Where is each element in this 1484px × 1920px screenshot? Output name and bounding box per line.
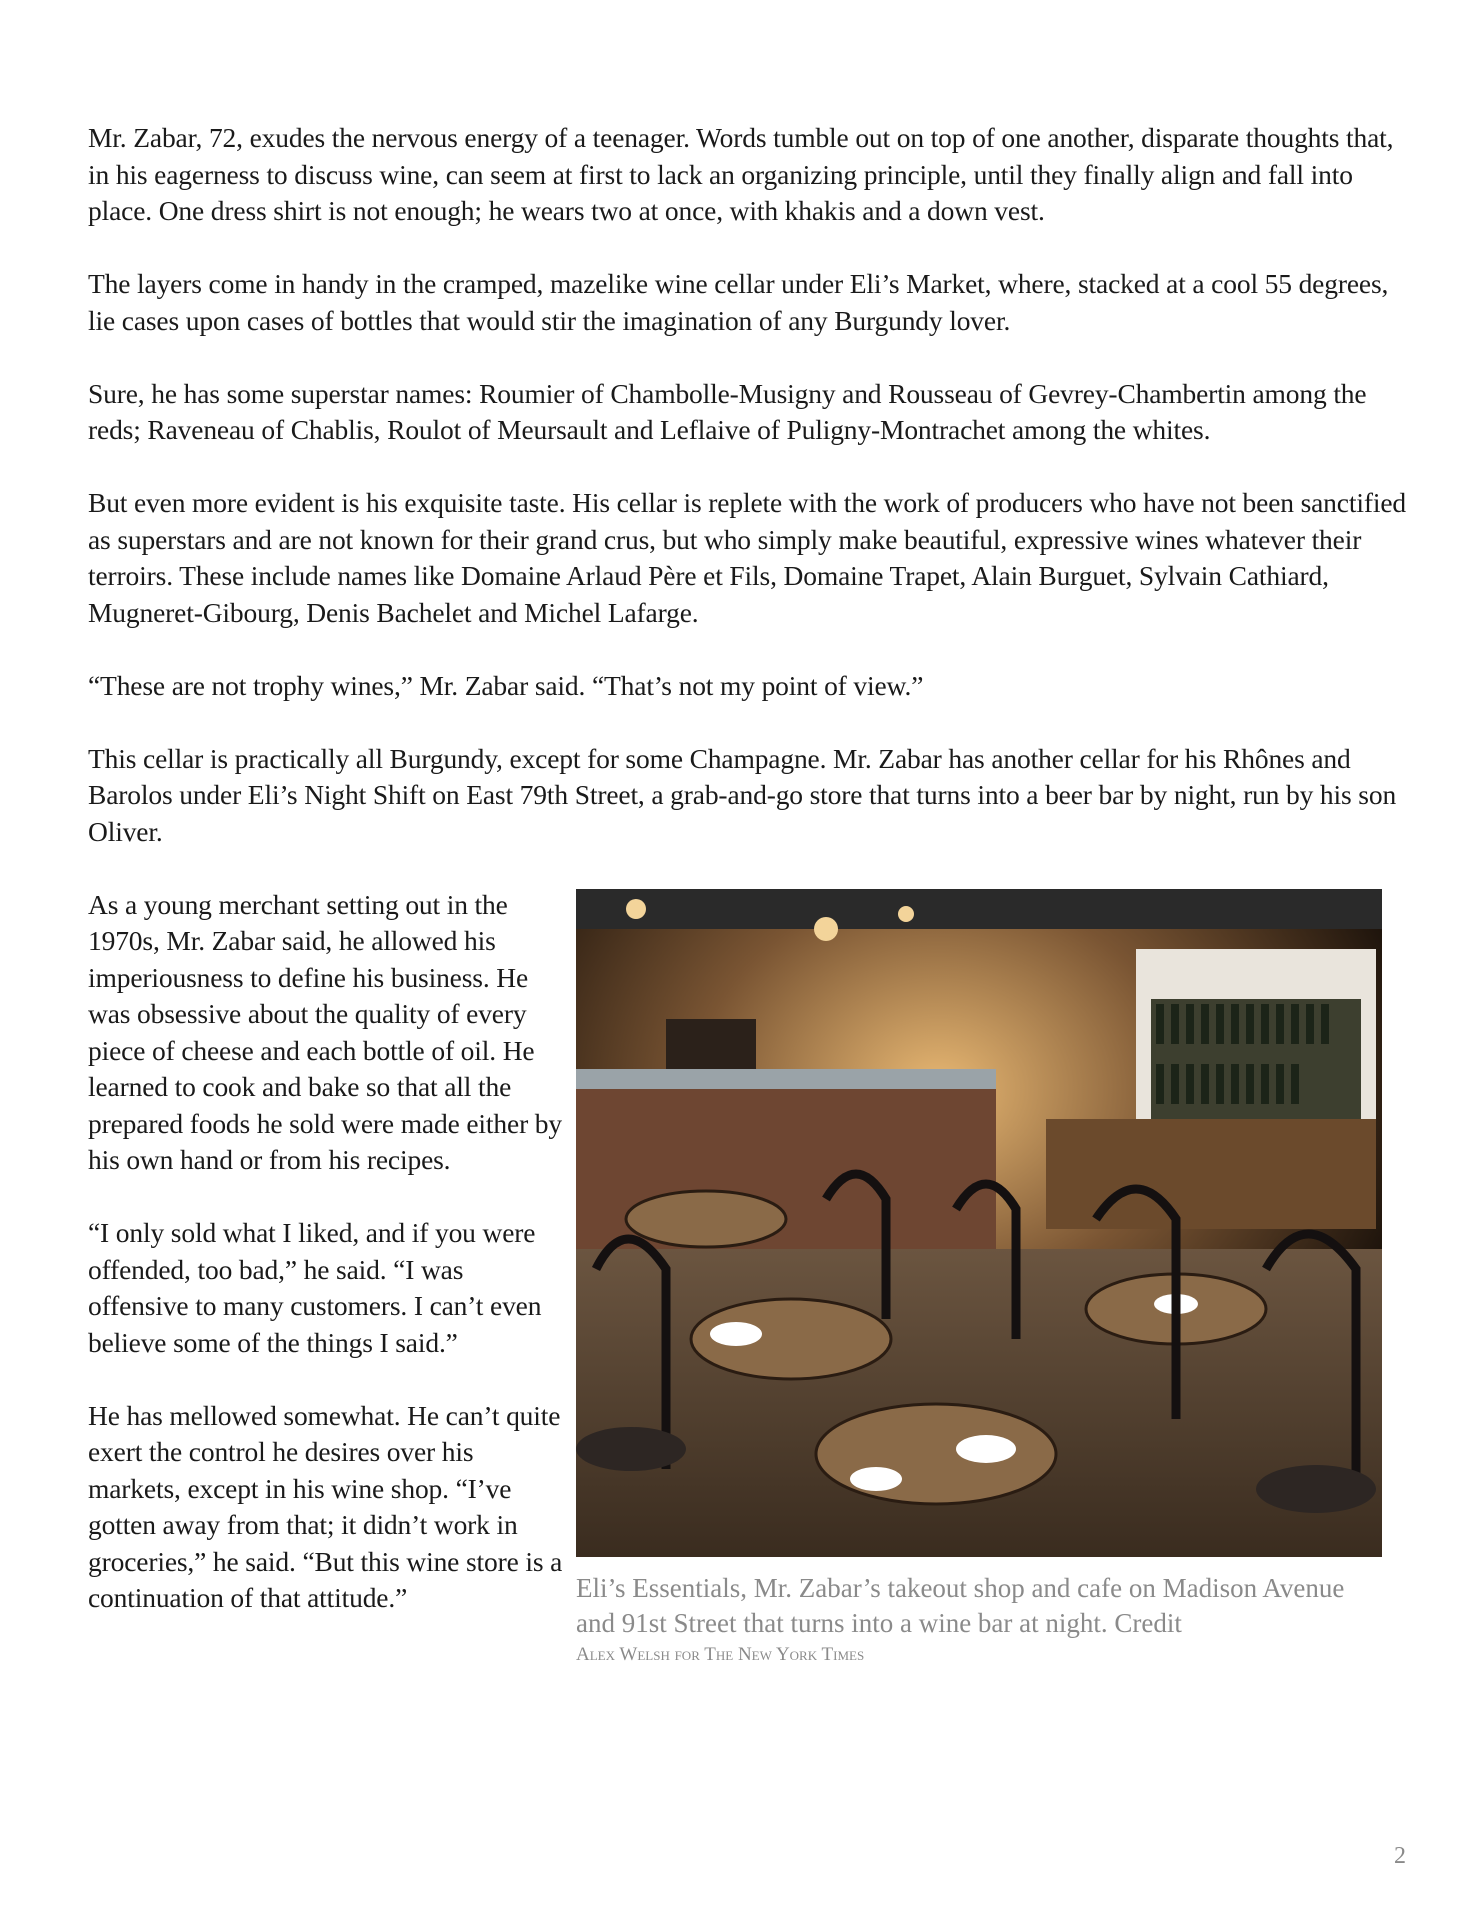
paragraph: Sure, he has some superstar names: Roumier of Chambolle-Musigny and Rousseau of Gevrey-Chambertin among the reds; Raveneau of Chablis, Roulot of Meursault and Leflaive of Puligny-Montrachet among the whites.	[88, 377, 1367, 445]
article-split-section	[88, 887, 1406, 1757]
paragraph: The layers come in handy in the cramped, mazelike wine cellar under Eli’s Market, where, stacked at a cool 55 degrees, lie cases upon cases of bottles that would stir the imagination of any Burgundy lover.	[88, 268, 1389, 336]
paragraph: As a young merchant setting out in the 1970s, Mr. Zabar said, he allowed his imperiousness to define his business. He was obsessive about the quality of every piece of cheese and each bottle of oil. He learned to cook and bake so that all the prepared foods he sold were made either by his own hand or from his recipes.	[88, 888, 562, 1175]
paragraph: Mr. Zabar, 72, exudes the nervous energy of a teenager. Words tumble out on top of one another, disparate thoughts that, in his eagerness to discuss wine, can seem at first to lack an organizing principle, until they finally align and fall into place. One dress shirt is not enough; he wears two at once, with khakis and a down vest.	[88, 122, 1394, 226]
article-page	[88, 120, 1406, 1757]
left-text-column	[88, 887, 563, 1654]
page-number: 2	[1394, 1843, 1406, 1869]
photo-caption: Eli’s Essentials, Mr. Zabar’s takeout shop and cafe on Madison Avenue and 91st Street that turns into a wine bar at night. Credit	[576, 1572, 1345, 1638]
restaurant-photo	[576, 889, 1382, 1557]
paragraph: This cellar is practically all Burgundy, except for some Champagne. Mr. Zabar has another cellar for his Rhônes and Barolos under Eli’s Night Shift on East 79th Street, a grab-and-go store that turns into a beer bar by night, run by his son Oliver.	[88, 742, 1397, 847]
paragraph: He has mellowed somewhat. He can’t quite exert the control he desires over his markets, except in his wine shop. “I’ve gotten away from that; it didn’t work in groceries,” he said. “But this wine store is a continuation of that attitude.”	[88, 1399, 563, 1613]
photo-credit: Alex Welsh for The New York Times	[576, 1643, 865, 1665]
article-top-section	[88, 120, 1406, 850]
paragraph: “I only sold what I liked, and if you were offended, too bad,” he said. “I was offensive to many customers. I can’t even believe some of the things I said.”	[88, 1217, 542, 1358]
paragraph: “These are not trophy wines,” Mr. Zabar said. “That’s not my point of view.”	[88, 669, 924, 701]
restaurant-figure	[576, 889, 1382, 1669]
paragraph: But even more evident is his exquisite taste. His cellar is replete with the work of producers who have not been sanctified as superstars and are not known for their grand crus, but who simply make beautiful, expressive wines whatever their terroirs. These include names like Domaine Arlaud Père et Fils, Domaine Trapet, Alain Burguet, Sylvain Cathiard, Mugneret-Gibourg, Denis Bachelet and Michel Lafarge.	[88, 487, 1406, 628]
